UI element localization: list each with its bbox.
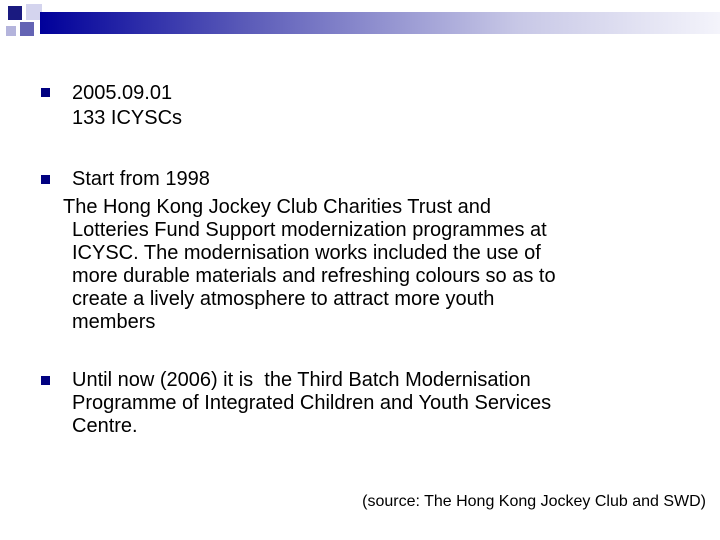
source-citation: (source: The Hong Kong Jockey Club and SWD) (362, 493, 706, 510)
decor-square-pale (6, 26, 16, 36)
bullet-3-line-2: Programme of Integrated Children and Youth Services (72, 392, 552, 414)
bullet-2-line-5: more durable materials and refreshing colours so as to (72, 265, 556, 287)
bullet-2-line-7: members (72, 311, 156, 333)
bullet-3-line-3: Centre. (72, 415, 138, 437)
bullet-1-line-1: 2005.09.01 (72, 82, 173, 104)
bullet-3-line-1: Until now (2006) it is the Third Batch Modernisation (72, 369, 531, 391)
decor-square-mid (20, 22, 34, 36)
bullet-2-line-6: create a lively atmosphere to attract more youth (72, 288, 495, 310)
decor-square-dark (8, 6, 22, 20)
bullet-2-line-2: The Hong Kong Jockey Club Charities Trust and (63, 196, 491, 218)
bullet-square-icon (41, 88, 50, 97)
bullet-2-line-1: Start from 1998 (72, 168, 210, 190)
bullet-1-line-2: 133 ICYSCs (72, 107, 183, 129)
header-decoration (0, 0, 720, 50)
bullet-square-icon (41, 376, 50, 385)
bullet-square-icon (41, 175, 50, 184)
bullet-2-line-3: Lotteries Fund Support modernization programmes at (72, 219, 547, 241)
bullet-2-line-4: ICYSC. The modernisation works included the use of (72, 242, 541, 264)
header-gradient-bar (40, 12, 720, 34)
